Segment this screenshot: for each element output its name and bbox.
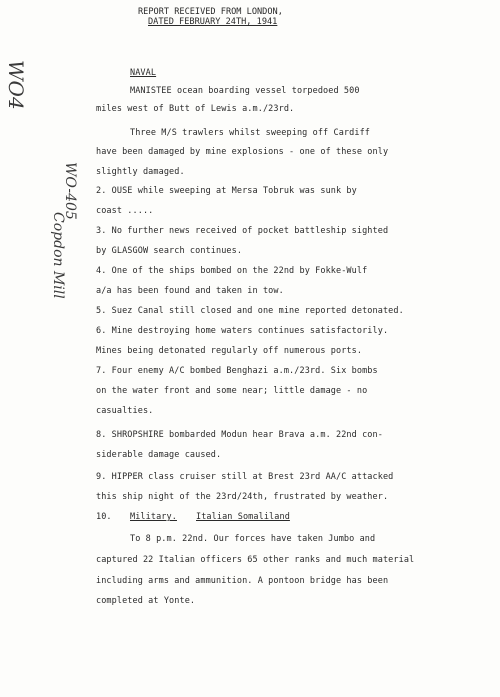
text-line: 6. Mine destroying home waters continues satisfactorily. (96, 326, 389, 336)
text-line: 10. (96, 512, 112, 522)
text-line: 4. One of the ships bombed on the 22nd by Fokke-Wulf (96, 266, 368, 276)
text-line: miles west of Butt of Lewis a.m./23rd. (96, 104, 295, 114)
text-line: 2. OUSE while sweeping at Mersa Tobruk was sunk by (96, 186, 357, 196)
text-line: including arms and ammunition. A pontoon bridge has been (96, 576, 389, 586)
text-line: casualties. (96, 406, 154, 416)
text-line: coast ..... (96, 206, 154, 216)
text-line: 3. No further news received of pocket battleship sighted (96, 226, 389, 236)
text-line: a/a has been found and taken in tow. (96, 286, 284, 296)
text-line: captured 22 Italian officers 65 other ranks and much material (96, 555, 415, 565)
report-header-line-2: DATED FEBRUARY 24TH, 1941 (148, 17, 278, 27)
text-line: by GLASGOW search continues. (96, 246, 243, 256)
text-line: completed at Yonte. (96, 596, 196, 606)
handwritten-ref-right-2: Copdon Mill (50, 212, 66, 299)
text-line: Three M/S trawlers whilst sweeping off Cardiff (130, 128, 371, 138)
text-line: MANISTEE ocean boarding vessel torpedoed 500 (130, 86, 360, 96)
heading-military: Military. (130, 512, 177, 522)
handwritten-ref-left: WO4 (4, 60, 28, 110)
text-line: 8. SHROPSHIRE bombarded Modun hear Brava a.m. 22nd con- (96, 430, 383, 440)
text-line: on the water front and some near; little damage - no (96, 386, 368, 396)
text-line: slightly damaged. (96, 167, 185, 177)
handwritten-ref-right-1: WO-405 (62, 162, 78, 220)
text-line: 9. HIPPER class cruiser still at Brest 23rd AA/C attacked (96, 472, 394, 482)
heading-italian-somaliland: Italian Somaliland (196, 512, 290, 522)
text-line: this ship night of the 23rd/24th, frustrated by weather. (96, 492, 389, 502)
report-header-line-1: REPORT RECEIVED FROM LONDON, (138, 7, 283, 17)
section-title-naval: NAVAL (130, 68, 157, 78)
text-line: Mines being detonated regularly off numerous ports. (96, 346, 363, 356)
text-line: To 8 p.m. 22nd. Our forces have taken Jumbo and (130, 534, 376, 544)
text-line: have been damaged by mine explosions - one of these only (96, 147, 389, 157)
text-line: siderable damage caused. (96, 450, 222, 460)
text-line: 5. Suez Canal still closed and one mine reported detonated. (96, 306, 404, 316)
text-line: 7. Four enemy A/C bombed Benghazi a.m./23rd. Six bombs (96, 366, 378, 376)
